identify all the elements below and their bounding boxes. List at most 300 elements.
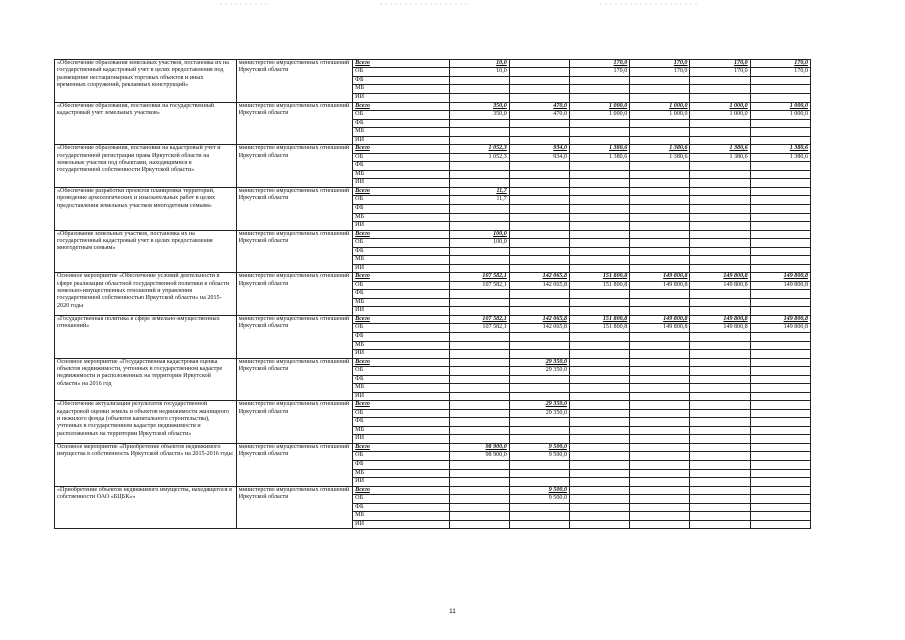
amount-cell xyxy=(509,469,569,478)
amount-cell xyxy=(690,307,750,316)
amount-cell xyxy=(630,460,690,469)
funding-source: Всего xyxy=(353,145,449,153)
amount-cell xyxy=(750,409,810,418)
amount-cell xyxy=(509,119,569,128)
amount-cell xyxy=(449,409,509,418)
amount-cell: 1 000,0 xyxy=(690,102,750,110)
activity-name: «Обеспечение образования, постановки на кадастровый учет и государственной регистрации права Иркутской области на земельные участки под объектами, находящимися в государственной собственности Иркутской области» xyxy=(55,145,237,188)
amount-cell xyxy=(630,469,690,478)
amount-cell xyxy=(570,247,630,256)
amount-cell xyxy=(570,196,630,205)
amount-cell xyxy=(570,503,630,512)
funding-source: ИИ xyxy=(353,136,449,145)
amount-cell xyxy=(449,401,509,409)
amount-cell: 29 350,0 xyxy=(509,409,569,418)
funding-source: ОБ xyxy=(353,153,449,162)
amount-cell xyxy=(630,478,690,487)
amount-cell: 142 065,8 xyxy=(509,324,569,333)
amount-cell xyxy=(690,290,750,299)
activity-name: Основное мероприятие «Государственная кадастровая оценка объектов недвижимости, учтенных в государственном кадастре недвижимости и расположенных на территории Иркутской области» на 2016 год xyxy=(55,358,237,401)
funding-source: ИИ xyxy=(353,264,449,273)
amount-cell xyxy=(750,298,810,307)
funding-source: ОБ xyxy=(353,409,449,418)
amount-cell: 107 582,1 xyxy=(449,316,509,324)
amount-cell xyxy=(630,409,690,418)
amount-cell xyxy=(570,85,630,94)
amount-cell xyxy=(630,375,690,384)
amount-cell xyxy=(690,136,750,145)
amount-cell xyxy=(750,238,810,247)
funding-source: МБ xyxy=(353,469,449,478)
funding-source: ИИ xyxy=(353,520,449,529)
funding-source: ИИ xyxy=(353,179,449,188)
amount-cell xyxy=(690,375,750,384)
amount-cell xyxy=(570,119,630,128)
amount-cell xyxy=(750,460,810,469)
amount-cell: 1 000,0 xyxy=(630,110,690,119)
amount-cell xyxy=(449,341,509,350)
amount-cell: 29 350,0 xyxy=(509,358,569,366)
amount-cell xyxy=(630,486,690,494)
executor: министерство имущественных отношений Иркутской области xyxy=(236,102,352,145)
amount-cell: 149 800,8 xyxy=(750,281,810,290)
amount-cell xyxy=(630,435,690,444)
amount-cell xyxy=(690,179,750,188)
amount-cell xyxy=(750,426,810,435)
amount-cell xyxy=(509,341,569,350)
funding-source: ОБ xyxy=(353,110,449,119)
amount-cell xyxy=(690,444,750,452)
amount-cell xyxy=(509,478,569,487)
amount-cell xyxy=(449,85,509,94)
funding-source: Всего xyxy=(353,230,449,238)
amount-cell xyxy=(570,94,630,103)
amount-cell: 1 000,0 xyxy=(690,110,750,119)
amount-cell xyxy=(509,68,569,77)
funding-source: ИИ xyxy=(353,307,449,316)
amount-cell: 934,0 xyxy=(509,145,569,153)
amount-cell xyxy=(630,264,690,273)
amount-cell xyxy=(750,486,810,494)
executor: министерство имущественных отношений Иркутской области xyxy=(236,401,352,444)
amount-cell xyxy=(449,469,509,478)
amount-cell xyxy=(750,512,810,521)
amount-cell: 149 800,8 xyxy=(750,316,810,324)
amount-cell xyxy=(449,264,509,273)
amount-cell: 1 380,6 xyxy=(630,145,690,153)
amount-cell xyxy=(750,418,810,427)
amount-cell xyxy=(750,384,810,393)
amount-cell xyxy=(449,162,509,171)
table-row xyxy=(55,102,811,110)
amount-cell xyxy=(509,290,569,299)
activity-name: «Обеспечение актуализации результатов государственной кадастровой оценки земель и объектов недвижимости жилищного и нежилого фонда (объектов капитального строительства), учтенных в государственном кадастре недвижимости и расположенных на территории Иркутской области» xyxy=(55,401,237,444)
amount-cell xyxy=(509,162,569,171)
amount-cell: 9 500,0 xyxy=(509,495,569,504)
table-row xyxy=(55,60,811,68)
amount-cell xyxy=(630,128,690,137)
amount-cell: 1 000,0 xyxy=(630,102,690,110)
amount-cell xyxy=(449,204,509,213)
amount-cell xyxy=(509,60,569,68)
amount-cell xyxy=(509,256,569,265)
amount-cell: 142 065,8 xyxy=(509,273,569,281)
amount-cell xyxy=(690,247,750,256)
amount-cell: 170,0 xyxy=(750,68,810,77)
amount-cell xyxy=(750,204,810,213)
amount-cell xyxy=(690,213,750,222)
amount-cell xyxy=(630,444,690,452)
amount-cell xyxy=(750,94,810,103)
amount-cell xyxy=(630,119,690,128)
amount-cell xyxy=(750,452,810,461)
table-row xyxy=(55,273,811,281)
funding-source: ФБ xyxy=(353,290,449,299)
table-row xyxy=(55,145,811,153)
amount-cell xyxy=(570,486,630,494)
amount-cell xyxy=(449,478,509,487)
amount-cell xyxy=(449,170,509,179)
funding-source: Всего xyxy=(353,401,449,409)
amount-cell xyxy=(690,486,750,494)
amount-cell xyxy=(570,409,630,418)
amount-cell xyxy=(509,188,569,196)
amount-cell xyxy=(570,367,630,376)
table-row xyxy=(55,401,811,409)
funding-source: ИИ xyxy=(353,94,449,103)
funding-source: Всего xyxy=(353,273,449,281)
amount-cell xyxy=(690,128,750,137)
amount-cell xyxy=(750,290,810,299)
amount-cell xyxy=(750,76,810,85)
amount-cell xyxy=(570,128,630,137)
executor: министерство имущественных отношений Иркутской области xyxy=(236,60,352,103)
table-row xyxy=(55,486,811,494)
amount-cell: 149 800,8 xyxy=(630,316,690,324)
amount-cell: 1 380,6 xyxy=(750,145,810,153)
activity-name: «Образование земельных участков, постановка их на государственный кадастровый учет в целях предоставления многодетным семьям» xyxy=(55,230,237,273)
amount-cell xyxy=(570,213,630,222)
amount-cell: 1 380,6 xyxy=(750,153,810,162)
amount-cell xyxy=(690,435,750,444)
amount-cell xyxy=(630,512,690,521)
executor: министерство имущественных отношений Иркутской области xyxy=(236,145,352,188)
amount-cell: 149 800,8 xyxy=(630,324,690,333)
amount-cell: 170,0 xyxy=(750,60,810,68)
funding-source: ОБ xyxy=(353,196,449,205)
amount-cell xyxy=(750,367,810,376)
amount-cell xyxy=(630,213,690,222)
amount-cell xyxy=(630,503,690,512)
amount-cell xyxy=(570,384,630,393)
amount-cell: 149 800,8 xyxy=(630,273,690,281)
amount-cell xyxy=(509,375,569,384)
amount-cell xyxy=(509,213,569,222)
funding-source: ОБ xyxy=(353,68,449,77)
amount-cell: 98 900,0 xyxy=(449,452,509,461)
table-row xyxy=(55,188,811,196)
amount-cell xyxy=(630,162,690,171)
amount-cell xyxy=(630,418,690,427)
amount-cell xyxy=(570,230,630,238)
amount-cell xyxy=(690,418,750,427)
amount-cell: 170,0 xyxy=(570,68,630,77)
amount-cell xyxy=(750,128,810,137)
amount-cell xyxy=(750,213,810,222)
amount-cell xyxy=(630,495,690,504)
amount-cell: 11,7 xyxy=(449,196,509,205)
funding-source: ОБ xyxy=(353,452,449,461)
funding-source: ИИ xyxy=(353,435,449,444)
amount-cell xyxy=(690,503,750,512)
amount-cell xyxy=(509,332,569,341)
amount-cell xyxy=(570,469,630,478)
amount-cell xyxy=(690,520,750,529)
amount-cell: 934,0 xyxy=(509,153,569,162)
amount-cell: 142 065,8 xyxy=(509,281,569,290)
amount-cell xyxy=(630,307,690,316)
amount-cell xyxy=(449,222,509,231)
funding-source: ОБ xyxy=(353,324,449,333)
amount-cell xyxy=(449,213,509,222)
amount-cell: 151 800,8 xyxy=(570,324,630,333)
amount-cell xyxy=(509,460,569,469)
amount-cell: 142 065,8 xyxy=(509,316,569,324)
amount-cell xyxy=(570,204,630,213)
funding-source: ИИ xyxy=(353,392,449,401)
amount-cell xyxy=(570,188,630,196)
funding-source: ФБ xyxy=(353,119,449,128)
executor: министерство имущественных отношений Иркутской области xyxy=(236,230,352,273)
amount-cell xyxy=(690,341,750,350)
amount-cell: 149 800,8 xyxy=(690,281,750,290)
amount-cell xyxy=(690,196,750,205)
amount-cell xyxy=(750,478,810,487)
amount-cell xyxy=(509,179,569,188)
amount-cell: 1 000,0 xyxy=(570,110,630,119)
amount-cell xyxy=(690,358,750,366)
amount-cell xyxy=(449,128,509,137)
amount-cell xyxy=(509,136,569,145)
amount-cell xyxy=(509,128,569,137)
amount-cell: 1 052,3 xyxy=(449,153,509,162)
amount-cell xyxy=(630,350,690,359)
funding-source: Всего xyxy=(353,358,449,366)
amount-cell xyxy=(630,94,690,103)
funding-source: ФБ xyxy=(353,375,449,384)
funding-source: ФБ xyxy=(353,204,449,213)
amount-cell: 1 380,6 xyxy=(690,153,750,162)
page-number: 11 xyxy=(449,608,456,615)
activity-name: «Обеспечение образования земельных участков, постановка их на государственный кадастровый учет в целях предоставления под размещение нестационарных торговых объектов и иных временных сооружений, рекламных конструкций» xyxy=(55,60,237,103)
amount-cell xyxy=(509,418,569,427)
amount-cell xyxy=(750,332,810,341)
amount-cell xyxy=(690,495,750,504)
amount-cell xyxy=(690,256,750,265)
executor: министерство имущественных отношений Иркутской области xyxy=(236,316,352,359)
amount-cell xyxy=(630,76,690,85)
amount-cell xyxy=(570,162,630,171)
amount-cell xyxy=(750,520,810,529)
amount-cell: 170,0 xyxy=(630,60,690,68)
amount-cell xyxy=(750,264,810,273)
funding-source: ФБ xyxy=(353,247,449,256)
amount-cell xyxy=(449,375,509,384)
amount-cell xyxy=(570,512,630,521)
amount-cell: 151 800,8 xyxy=(570,273,630,281)
amount-cell xyxy=(449,247,509,256)
table-row xyxy=(55,230,811,238)
amount-cell xyxy=(630,247,690,256)
amount-cell: 470,0 xyxy=(509,110,569,119)
amount-cell xyxy=(449,298,509,307)
amount-cell xyxy=(750,162,810,171)
amount-cell: 350,0 xyxy=(449,102,509,110)
amount-cell xyxy=(690,204,750,213)
amount-cell xyxy=(570,238,630,247)
amount-cell: 170,0 xyxy=(570,60,630,68)
amount-cell: 1 380,6 xyxy=(690,145,750,153)
funding-source: ОБ xyxy=(353,281,449,290)
amount-cell xyxy=(750,230,810,238)
activity-name: «Обеспечение образования, постановки на государственный кадастровый учет земельных участков» xyxy=(55,102,237,145)
amount-cell xyxy=(630,367,690,376)
amount-cell: 151 800,8 xyxy=(570,281,630,290)
funding-source: ИИ xyxy=(353,222,449,231)
amount-cell xyxy=(449,350,509,359)
amount-cell: 1 380,6 xyxy=(630,153,690,162)
amount-cell xyxy=(509,76,569,85)
amount-cell xyxy=(690,230,750,238)
amount-cell xyxy=(509,196,569,205)
amount-cell xyxy=(570,170,630,179)
amount-cell: 470,0 xyxy=(509,102,569,110)
amount-cell: 9 500,0 xyxy=(509,444,569,452)
funding-source: Всего xyxy=(353,60,449,68)
amount-cell: 1 000,0 xyxy=(570,102,630,110)
amount-cell xyxy=(630,452,690,461)
amount-cell xyxy=(750,495,810,504)
amount-cell xyxy=(750,375,810,384)
amount-cell: 29 350,0 xyxy=(509,367,569,376)
amount-cell xyxy=(449,520,509,529)
amount-cell: 350,0 xyxy=(449,110,509,119)
amount-cell xyxy=(630,298,690,307)
amount-cell xyxy=(570,435,630,444)
amount-cell xyxy=(750,503,810,512)
amount-cell: 149 800,8 xyxy=(690,324,750,333)
amount-cell xyxy=(449,384,509,393)
amount-cell xyxy=(449,256,509,265)
amount-cell xyxy=(690,298,750,307)
amount-cell xyxy=(509,350,569,359)
amount-cell xyxy=(509,85,569,94)
table-row xyxy=(55,358,811,366)
amount-cell xyxy=(509,247,569,256)
table-row xyxy=(55,444,811,452)
amount-cell xyxy=(750,256,810,265)
amount-cell: 170,0 xyxy=(630,68,690,77)
amount-cell: 9 500,0 xyxy=(509,452,569,461)
executor: министерство имущественных отношений Иркутской области xyxy=(236,273,352,316)
amount-cell xyxy=(509,426,569,435)
amount-cell xyxy=(750,136,810,145)
amount-cell xyxy=(449,136,509,145)
amount-cell xyxy=(509,435,569,444)
amount-cell: 170,0 xyxy=(690,68,750,77)
amount-cell xyxy=(750,350,810,359)
amount-cell xyxy=(509,503,569,512)
funding-source: МБ xyxy=(353,341,449,350)
amount-cell xyxy=(690,478,750,487)
amount-cell xyxy=(570,452,630,461)
amount-cell xyxy=(449,495,509,504)
amount-cell xyxy=(750,401,810,409)
amount-cell: 100,0 xyxy=(449,238,509,247)
amount-cell xyxy=(690,401,750,409)
amount-cell xyxy=(630,290,690,299)
amount-cell xyxy=(449,486,509,494)
amount-cell: 98 900,0 xyxy=(449,444,509,452)
budget-table xyxy=(54,59,811,529)
amount-cell: 1 380,6 xyxy=(570,153,630,162)
funding-source: МБ xyxy=(353,170,449,179)
funding-source: ФБ xyxy=(353,332,449,341)
funding-source: ФБ xyxy=(353,460,449,469)
amount-cell: 149 800,8 xyxy=(630,281,690,290)
funding-source: МБ xyxy=(353,256,449,265)
amount-cell xyxy=(690,426,750,435)
amount-cell: 149 800,8 xyxy=(690,273,750,281)
amount-cell xyxy=(449,76,509,85)
amount-cell xyxy=(570,392,630,401)
funding-source: ОБ xyxy=(353,238,449,247)
amount-cell xyxy=(690,332,750,341)
amount-cell xyxy=(509,94,569,103)
amount-cell xyxy=(570,136,630,145)
amount-cell xyxy=(630,238,690,247)
executor: министерство имущественных отношений Иркутской области xyxy=(236,188,352,231)
amount-cell xyxy=(750,170,810,179)
funding-source: МБ xyxy=(353,128,449,137)
amount-cell: 11,7 xyxy=(449,188,509,196)
amount-cell xyxy=(570,341,630,350)
amount-cell xyxy=(570,256,630,265)
amount-cell xyxy=(750,435,810,444)
activity-name: «Приобретение объектов недвижимого имущества, находящегося в собственности ОАО «БЦБК»» xyxy=(55,486,237,529)
amount-cell xyxy=(750,222,810,231)
funding-source: МБ xyxy=(353,426,449,435)
amount-cell xyxy=(509,520,569,529)
executor: министерство имущественных отношений Иркутской области xyxy=(236,444,352,487)
amount-cell xyxy=(630,384,690,393)
amount-cell xyxy=(630,256,690,265)
amount-cell: 149 800,8 xyxy=(690,316,750,324)
funding-source: ФБ xyxy=(353,418,449,427)
amount-cell xyxy=(449,94,509,103)
funding-source: Всего xyxy=(353,316,449,324)
amount-cell xyxy=(449,418,509,427)
amount-cell: 151 800,8 xyxy=(570,316,630,324)
amount-cell xyxy=(690,512,750,521)
amount-cell xyxy=(570,460,630,469)
amount-cell xyxy=(449,179,509,188)
amount-cell xyxy=(570,76,630,85)
funding-source: МБ xyxy=(353,512,449,521)
amount-cell xyxy=(509,222,569,231)
amount-cell xyxy=(509,204,569,213)
amount-cell xyxy=(449,460,509,469)
